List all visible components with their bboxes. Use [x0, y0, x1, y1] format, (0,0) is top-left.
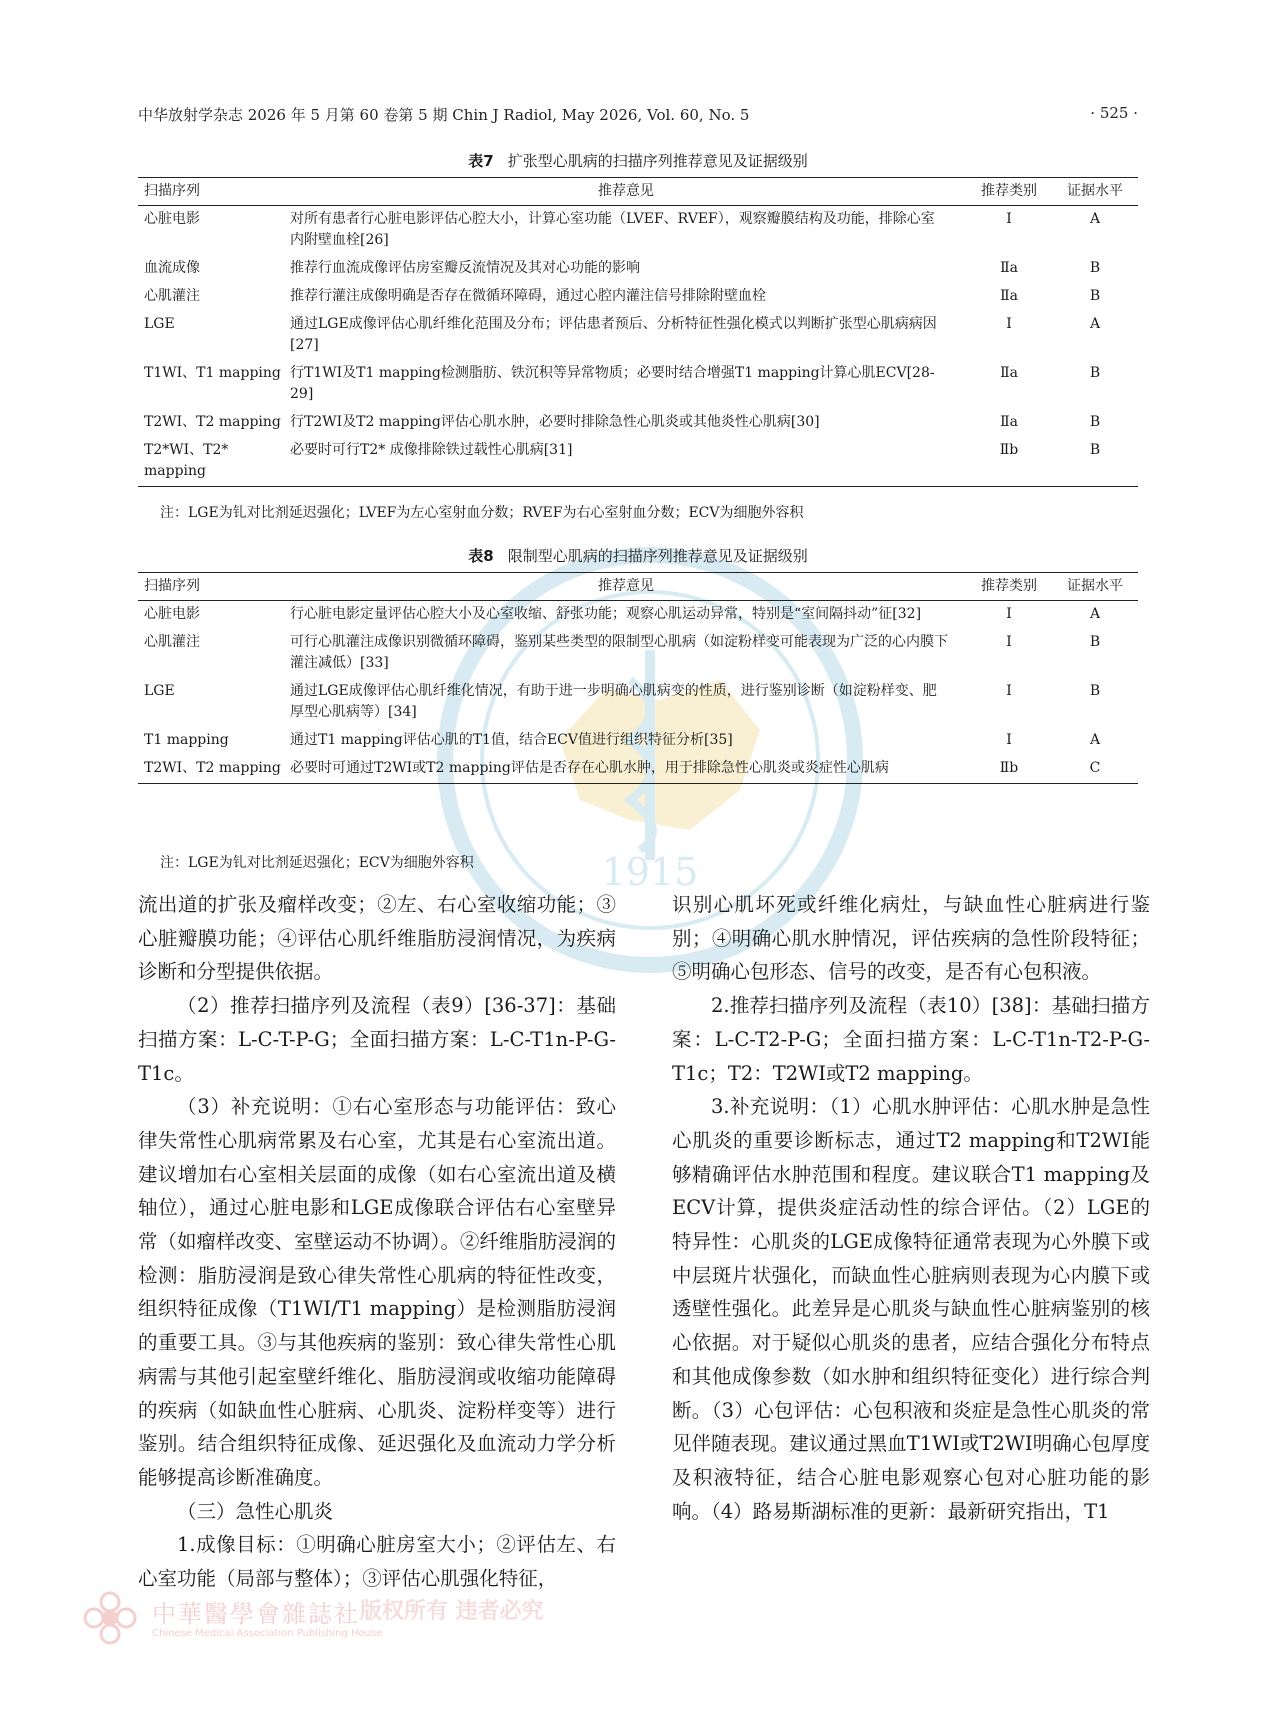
table-7-header-sequence: 扫描序列: [138, 178, 286, 206]
table-cell: Ⅰ: [1006, 211, 1012, 227]
copyright-slogan: 版权所有 违者必究: [360, 1598, 544, 1624]
table-cell: Ⅱb: [966, 437, 1052, 487]
table-8: [138, 572, 1138, 784]
table-7-header-class: 推荐类别: [966, 178, 1052, 206]
table-cell: 推荐行血流成像评估房室瓣反流情况及其对心功能的影响: [290, 260, 640, 276]
table-row: [138, 678, 1138, 727]
table-7-header-level: 证据水平: [1052, 178, 1138, 206]
table-cell: LGE: [144, 683, 175, 699]
table-row: [138, 360, 1138, 409]
table-cell: B: [1089, 260, 1101, 276]
table-cell: 心脏电影: [144, 211, 200, 227]
table-cell: C: [1052, 755, 1138, 784]
table-cell: 通过LGE成像评估心肌纤维化情况，有助于进一步明确心肌病变的性质，进行鉴别诊断（如淀粉样变、肥厚型心肌病等）[34]: [290, 683, 937, 720]
body-paragraph: 2.推荐扫描序列及流程（表10）[38]：基础扫描方案：L-C-T2-P-G；全面扫描方案：L-C-T1n-T2-P-G-T1c；T2：T2WI或T2 mapping。: [672, 994, 1150, 1085]
table-cell: T2WI、T2 mapping: [144, 414, 281, 430]
table-cell: 行T2WI及T2 mapping评估心肌水肿，必要时排除急性心肌炎或其他炎性心肌病[30]: [290, 414, 820, 430]
table-7: [138, 177, 1138, 487]
table-7-label: 表7: [468, 152, 494, 170]
table-cell: 推荐行灌注成像明确是否存在微循环障碍，通过心腔内灌注信号排除附壁血栓: [290, 288, 766, 304]
page-number: · 525 ·: [1090, 104, 1138, 122]
body-column-left: [138, 888, 616, 1596]
table-7-caption: [138, 150, 1138, 171]
table-row: [138, 311, 1138, 360]
table-cell: 心脏电影: [144, 606, 200, 622]
section-heading: （三）急性心肌炎: [177, 1499, 334, 1523]
table-7-title: 扩张型心肌病的扫描序列推荐意见及证据级别: [507, 152, 808, 170]
table-cell: B: [1089, 288, 1101, 304]
table-row: [138, 409, 1138, 437]
table-cell: 必要时可通过T2WI或T2 mapping评估是否存在心肌水肿，用于排除急性心肌炎或炎症性心肌病: [286, 755, 966, 784]
body-paragraph: （2）推荐扫描序列及流程（表9）[36-37]：基础扫描方案：L-C-T-P-G；全面扫描方案：L-C-T1n-P-G-T1c。: [138, 994, 616, 1085]
table-cell: B: [1052, 437, 1138, 487]
table-cell: 血流成像: [144, 260, 200, 276]
table-cell: T1WI、T1 mapping: [144, 365, 281, 381]
table-8-header-recommendation: 推荐意见: [286, 573, 966, 601]
table-row: [138, 255, 1138, 283]
svg-text:1915: 1915: [601, 850, 699, 894]
table-cell: A: [1089, 732, 1101, 748]
table-cell: LGE: [144, 316, 175, 332]
table-7-header-recommendation: 推荐意见: [286, 178, 966, 206]
table-cell: B: [1089, 634, 1101, 650]
publisher-name: 中華醫學會雜誌社: [152, 1600, 360, 1628]
table-8-note: 注：LGE为钆对比剂延迟强化；ECV为细胞外容积: [160, 855, 474, 871]
table-cell: 通过T1 mapping评估心肌的T1值，结合ECV值进行组织特征分析[35]: [290, 732, 733, 748]
table-cell: Ⅰ: [1006, 634, 1012, 650]
body-paragraph: （3）补充说明：①右心室形态与功能评估：致心律失常性心肌病常累及右心室，尤其是右心室流出道。建议增加右心室相关层面的成像（如右心室流出道及横轴位），通过心脏电影和LGE成像联合评估右心室壁异常（如瘤样改变、室壁运动不协调）。②纤维脂肪浸润的检测：脂肪浸润是致心律失常性心肌病的特征性改变，组织特征成像（T1WI/T1 mapping）是检测脂肪浸润的重要工具。③与其他疾病的鉴别：致心律失常性心肌病需与其他引起室壁纤维化、脂肪浸润或收缩功能障碍的疾病（如缺血性心脏病、心肌炎、淀粉样变等）进行鉴别。结合组织特征成像、延迟强化及血流动力学分析能够提高诊断准确度。: [138, 1095, 616, 1489]
table-cell: T2*WI、T2* mapping: [138, 437, 286, 487]
table-cell: Ⅱa: [1000, 365, 1018, 381]
table-row: [138, 206, 1138, 256]
table-row: [138, 283, 1138, 311]
publisher-logo: [80, 1588, 600, 1658]
table-cell: B: [1089, 414, 1101, 430]
table-8-header-sequence: 扫描序列: [138, 573, 286, 601]
table-cell: 行心脏电影定量评估心腔大小及心室收缩、舒张功能；观察心肌运动异常，特别是“室间隔抖动”征[32]: [290, 606, 922, 622]
table-cell: 心肌灌注: [144, 288, 200, 304]
body-paragraph: 3.补充说明：（1）心肌水肿评估：心肌水肿是急性心肌炎的重要诊断标志，通过T2 mapping和T2WI能够精确评估水肿范围和程度。建议联合T1 mapping及ECV计算，提供炎症活动性的综合评估。（2）LGE的特异性：心肌炎的LGE成像特征通常表现为心外膜下或中层斑片状强化，而缺血性心脏病则表现为心内膜下或透壁性强化。此差异是心肌炎与缺血性心脏病鉴别的核心依据。对于疑似心肌炎的患者，应结合强化分布特点和其他成像参数（如水肿和组织特征变化）进行综合判断。（3）心包评估：心包积液和炎症是急性心肌炎的常见伴随表现。建议通过黑血T1WI或T2WI明确心包厚度及积液特征，结合心脏电影观察心包对心脏功能的影响。（4）路易斯湖标准的更新：最新研究指出，T1: [672, 1095, 1150, 1523]
table-row: [138, 727, 1138, 755]
table-cell: Ⅱb: [966, 755, 1052, 784]
table-cell: 行T1WI及T1 mapping检测脂肪、铁沉积等异常物质；必要时结合增强T1 mapping计算心肌ECV[28-29]: [290, 365, 935, 402]
table-cell: 心肌灌注: [144, 634, 200, 650]
table-cell: 对所有患者行心脏电影评估心腔大小，计算心室功能（LVEF、RVEF），观察瓣膜结构及功能，排除心室内附壁血栓[26]: [290, 211, 935, 248]
table-cell: B: [1089, 365, 1101, 381]
table-cell: T1 mapping: [144, 732, 229, 748]
body-paragraph: 流出道的扩张及瘤样改变；②左、右心室收缩功能；③心脏瓣膜功能；④评估心肌纤维脂肪浸润情况，为疾病诊断和分型提供依据。: [138, 893, 616, 984]
table-cell: Ⅰ: [1006, 316, 1012, 332]
table-cell: B: [1089, 683, 1101, 699]
table-7-note: 注：LGE为钆对比剂延迟强化；LVEF为左心室射血分数；RVEF为右心室射血分数；ECV为细胞外容积: [160, 505, 804, 521]
body-column-right: [672, 888, 1150, 1528]
table-8-caption: [138, 545, 1138, 566]
table-cell: Ⅰ: [1006, 606, 1012, 622]
flower-emblem-icon: [80, 1588, 140, 1648]
table-cell: Ⅱa: [1000, 288, 1018, 304]
publisher-name-en: Chinese Medical Association Publishing House: [152, 1628, 383, 1639]
table-8-title: 限制型心肌病的扫描序列推荐意见及证据级别: [507, 547, 808, 565]
table-8-label: 表8: [468, 547, 494, 565]
table-row: [138, 437, 1138, 487]
table-cell: Ⅱa: [1000, 260, 1018, 276]
table-cell: Ⅱa: [1000, 414, 1018, 430]
table-cell: 通过LGE成像评估心肌纤维化范围及分布；评估患者预后、分析特征性强化模式以判断扩张型心肌病病因[27]: [290, 316, 937, 353]
table-8-header-class: 推荐类别: [966, 573, 1052, 601]
table-cell: Ⅰ: [1006, 683, 1012, 699]
table-cell: T2WI、T2 mapping: [138, 755, 286, 784]
table-cell: A: [1089, 316, 1101, 332]
table-cell: A: [1089, 211, 1101, 227]
table-cell: Ⅰ: [1006, 732, 1012, 748]
body-paragraph: 1.成像目标：①明确心脏房室大小；②评估左、右心室功能（局部与整体）；③评估心肌强化特征，: [138, 1533, 616, 1591]
body-paragraph: 识别心肌坏死或纤维化病灶，与缺血性心脏病进行鉴别；④明确心肌水肿情况，评估疾病的急性阶段特征；⑤明确心包形态、信号的改变，是否有心包积液。: [672, 893, 1150, 984]
running-head: 中华放射学杂志 2026 年 5 月第 60 卷第 5 期 Chin J Radiol, May 2026, Vol. 60, No. 5: [138, 106, 750, 124]
table-row: [138, 601, 1138, 630]
table-8-header-level: 证据水平: [1052, 573, 1138, 601]
table-row: [138, 755, 1138, 784]
table-row: [138, 629, 1138, 678]
table-cell: 可行心肌灌注成像识别微循环障碍，鉴别某些类型的限制型心肌病（如淀粉样变可能表现为广泛的心内膜下灌注减低）[33]: [290, 634, 948, 671]
table-cell: A: [1089, 606, 1101, 622]
table-cell: 必要时可行T2* 成像排除铁过载性心肌病[31]: [286, 437, 966, 487]
